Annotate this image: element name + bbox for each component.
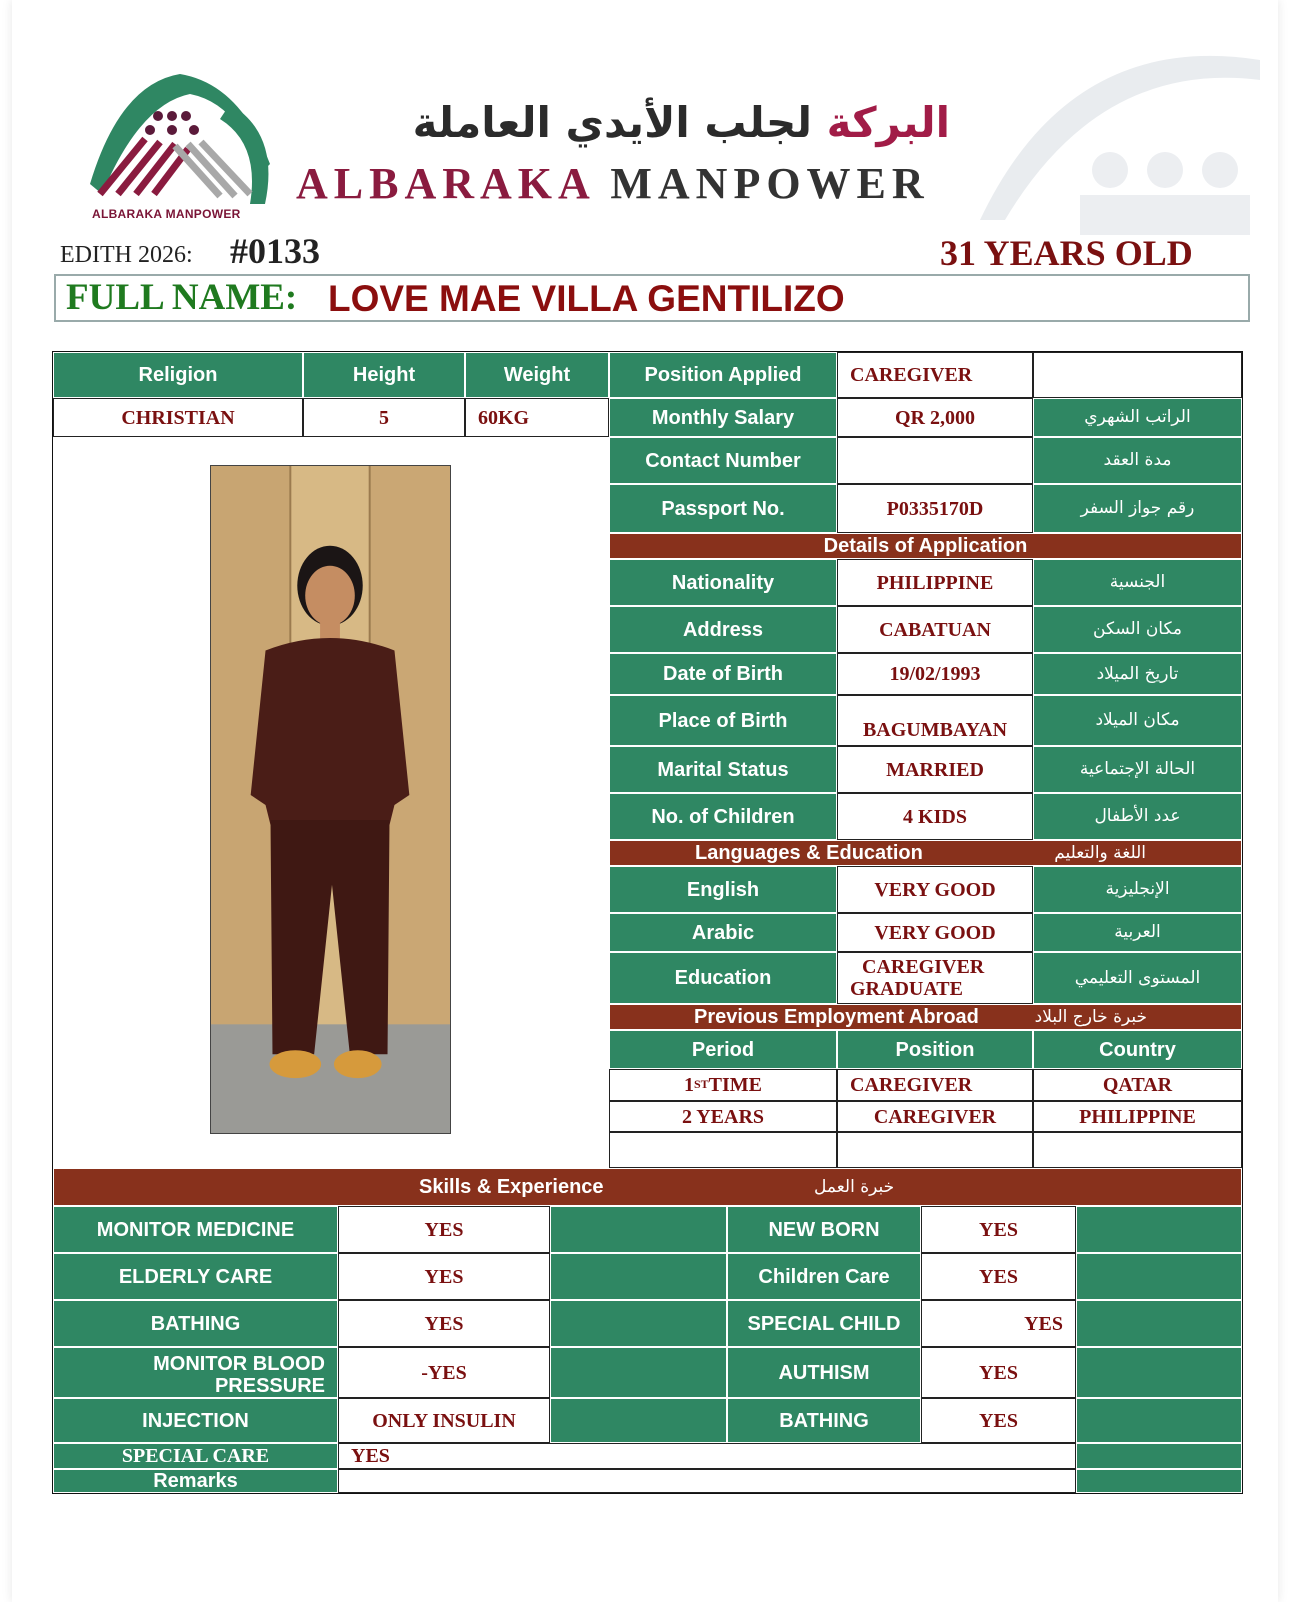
- english-label-ar: الإنجليزية: [1033, 866, 1242, 913]
- languages-title-bar: [609, 840, 1242, 866]
- arabic-label: Arabic: [609, 913, 837, 952]
- languages-title: Languages & Education: [695, 842, 923, 864]
- skill-empty: [550, 1253, 727, 1300]
- skills-title: Skills & Experience: [419, 1176, 604, 1198]
- skill-bathing-2: BATHING: [727, 1398, 921, 1443]
- skill-empty: [1076, 1398, 1242, 1443]
- contract-label-ar: مدة العقد: [1033, 437, 1242, 484]
- dob-label: Date of Birth: [609, 653, 837, 695]
- skill-empty: [1076, 1300, 1242, 1347]
- skill-autism: AUTHISM: [727, 1347, 921, 1398]
- skill-bathing-2-value: YES: [921, 1398, 1076, 1443]
- nationality-value: PHILIPPINE: [837, 559, 1033, 606]
- pob-label-ar: مكان الميلاد: [1033, 695, 1242, 746]
- dob-label-ar: تاريخ الميلاد: [1033, 653, 1242, 695]
- education-label: Education: [609, 952, 837, 1004]
- watermark-logo: [960, 20, 1280, 240]
- languages-title-ar: اللغة والتعليم: [1054, 842, 1146, 863]
- skill-empty: [550, 1300, 727, 1347]
- remarks-label: Remarks: [53, 1469, 338, 1493]
- position-value-1: CAREGIVER: [837, 1069, 1033, 1101]
- education-value: CAREGIVER GRADUATE: [837, 952, 1033, 1004]
- religion-value: CHRISTIAN: [53, 398, 303, 437]
- skill-injection: INJECTION: [53, 1398, 338, 1443]
- marital-value: MARRIED: [837, 746, 1033, 793]
- skill-children-care-value: YES: [921, 1253, 1076, 1300]
- children-label-ar: عدد الأطفال: [1033, 793, 1242, 840]
- skill-injection-value: ONLY INSULIN: [338, 1398, 550, 1443]
- period-header: Period: [609, 1030, 837, 1069]
- marital-label: Marital Status: [609, 746, 837, 793]
- passport-label-ar: رقم جواز السفر: [1033, 484, 1242, 533]
- skill-special-child: SPECIAL CHILD: [727, 1300, 921, 1347]
- height-value: 5: [303, 398, 465, 437]
- position-header: Position: [837, 1030, 1033, 1069]
- period-value-2: 2 YEARS: [609, 1101, 837, 1132]
- salary-label-ar: الراتب الشهري: [1033, 398, 1242, 437]
- passport-value: P0335170D: [837, 484, 1033, 533]
- position-value: CAREGIVER: [837, 352, 1033, 398]
- position-label: Position Applied: [609, 352, 837, 398]
- edition-label: EDITH 2026:: [60, 242, 193, 268]
- skill-new-born: NEW BORN: [727, 1206, 921, 1253]
- children-label: No. of Children: [609, 793, 837, 840]
- country-header: Country: [1033, 1030, 1242, 1069]
- skill-bathing-value: YES: [338, 1300, 550, 1347]
- skill-empty: [550, 1347, 727, 1398]
- remarks-value: [338, 1469, 1076, 1493]
- nationality-label: Nationality: [609, 559, 837, 606]
- weight-value: 60KG: [465, 398, 609, 437]
- skill-empty: [1076, 1206, 1242, 1253]
- skill-new-born-value: YES: [921, 1206, 1076, 1253]
- children-value: 4 KIDS: [837, 793, 1033, 840]
- logo-caption: ALBARAKA MANPOWER: [92, 207, 241, 221]
- contact-value: [837, 437, 1033, 484]
- skills-title-bar: [53, 1168, 1242, 1206]
- full-name-value: LOVE MAE VILLA GENTILIZO: [328, 278, 845, 319]
- employment-title: Previous Employment Abroad: [694, 1006, 979, 1028]
- pob-value: BAGUMBAYAN: [837, 695, 1033, 746]
- skill-monitor-medicine-value: YES: [338, 1206, 550, 1253]
- full-name-label: FULL NAME:: [66, 277, 298, 318]
- arabic-value: VERY GOOD: [837, 913, 1033, 952]
- education-label-ar: المستوى التعليمي: [1033, 952, 1242, 1004]
- skill-monitor-blood-pressure-value: -YES: [338, 1347, 550, 1398]
- period-empty: [609, 1132, 837, 1168]
- nationality-label-ar: الجنسية: [1033, 559, 1242, 606]
- position-empty: [1033, 352, 1242, 398]
- english-value: VERY GOOD: [837, 866, 1033, 913]
- skill-empty: [550, 1398, 727, 1443]
- details-title: Details of Application: [609, 533, 1242, 559]
- company-name-arabic: البركة لجلب الأيدي العاملة: [412, 98, 950, 147]
- skills-title-ar: خبرة العمل: [814, 1176, 895, 1197]
- height-header: Height: [303, 352, 465, 398]
- special-care-empty: [1076, 1443, 1242, 1469]
- skill-elderly-care: ELDERLY CARE: [53, 1253, 338, 1300]
- special-care-value: YES: [338, 1443, 1076, 1469]
- address-label-ar: مكان السكن: [1033, 606, 1242, 653]
- skill-bathing: BATHING: [53, 1300, 338, 1347]
- skill-special-child-value: YES: [921, 1300, 1076, 1347]
- country-value-2: PHILIPPINE: [1033, 1101, 1242, 1132]
- skill-children-care: Children Care: [727, 1253, 921, 1300]
- skill-autism-value: YES: [921, 1347, 1076, 1398]
- skill-empty: [550, 1206, 727, 1253]
- pob-label: Place of Birth: [609, 695, 837, 746]
- salary-value: QR 2,000: [837, 398, 1033, 437]
- position-empty-3: [837, 1132, 1033, 1168]
- skill-elderly-care-value: YES: [338, 1253, 550, 1300]
- employment-title-bar: [609, 1004, 1242, 1030]
- address-value: CABATUAN: [837, 606, 1033, 653]
- salary-label: Monthly Salary: [609, 398, 837, 437]
- skill-empty: [1076, 1253, 1242, 1300]
- remarks-empty: [1076, 1469, 1242, 1493]
- skill-monitor-blood-pressure: MONITOR BLOOD PRESSURE: [53, 1347, 338, 1398]
- weight-header: Weight: [465, 352, 609, 398]
- candidate-number: #0133: [230, 231, 320, 271]
- skill-empty: [1076, 1347, 1242, 1398]
- religion-header: Religion: [53, 352, 303, 398]
- passport-label: Passport No.: [609, 484, 837, 533]
- skill-monitor-medicine: MONITOR MEDICINE: [53, 1206, 338, 1253]
- dob-value: 19/02/1993: [837, 653, 1033, 695]
- period-value-1: 1 ST TIME: [609, 1069, 837, 1101]
- position-value-2: CAREGIVER: [837, 1101, 1033, 1132]
- country-value-1: QATAR: [1033, 1069, 1242, 1101]
- arabic-label-ar: العربية: [1033, 913, 1242, 952]
- address-label: Address: [609, 606, 837, 653]
- contact-label: Contact Number: [609, 437, 837, 484]
- candidate-photo: [210, 465, 451, 1134]
- country-empty: [1033, 1132, 1242, 1168]
- company-name-english: ALBARAKA MANPOWER: [296, 159, 930, 208]
- english-label: English: [609, 866, 837, 913]
- employment-title-ar: خبرة خارج البلاد: [1034, 1006, 1147, 1027]
- special-care-label: SPECIAL CARE: [53, 1443, 338, 1469]
- marital-label-ar: الحالة الإجتماعية: [1033, 746, 1242, 793]
- candidate-age: 31 YEARS OLD: [940, 233, 1193, 273]
